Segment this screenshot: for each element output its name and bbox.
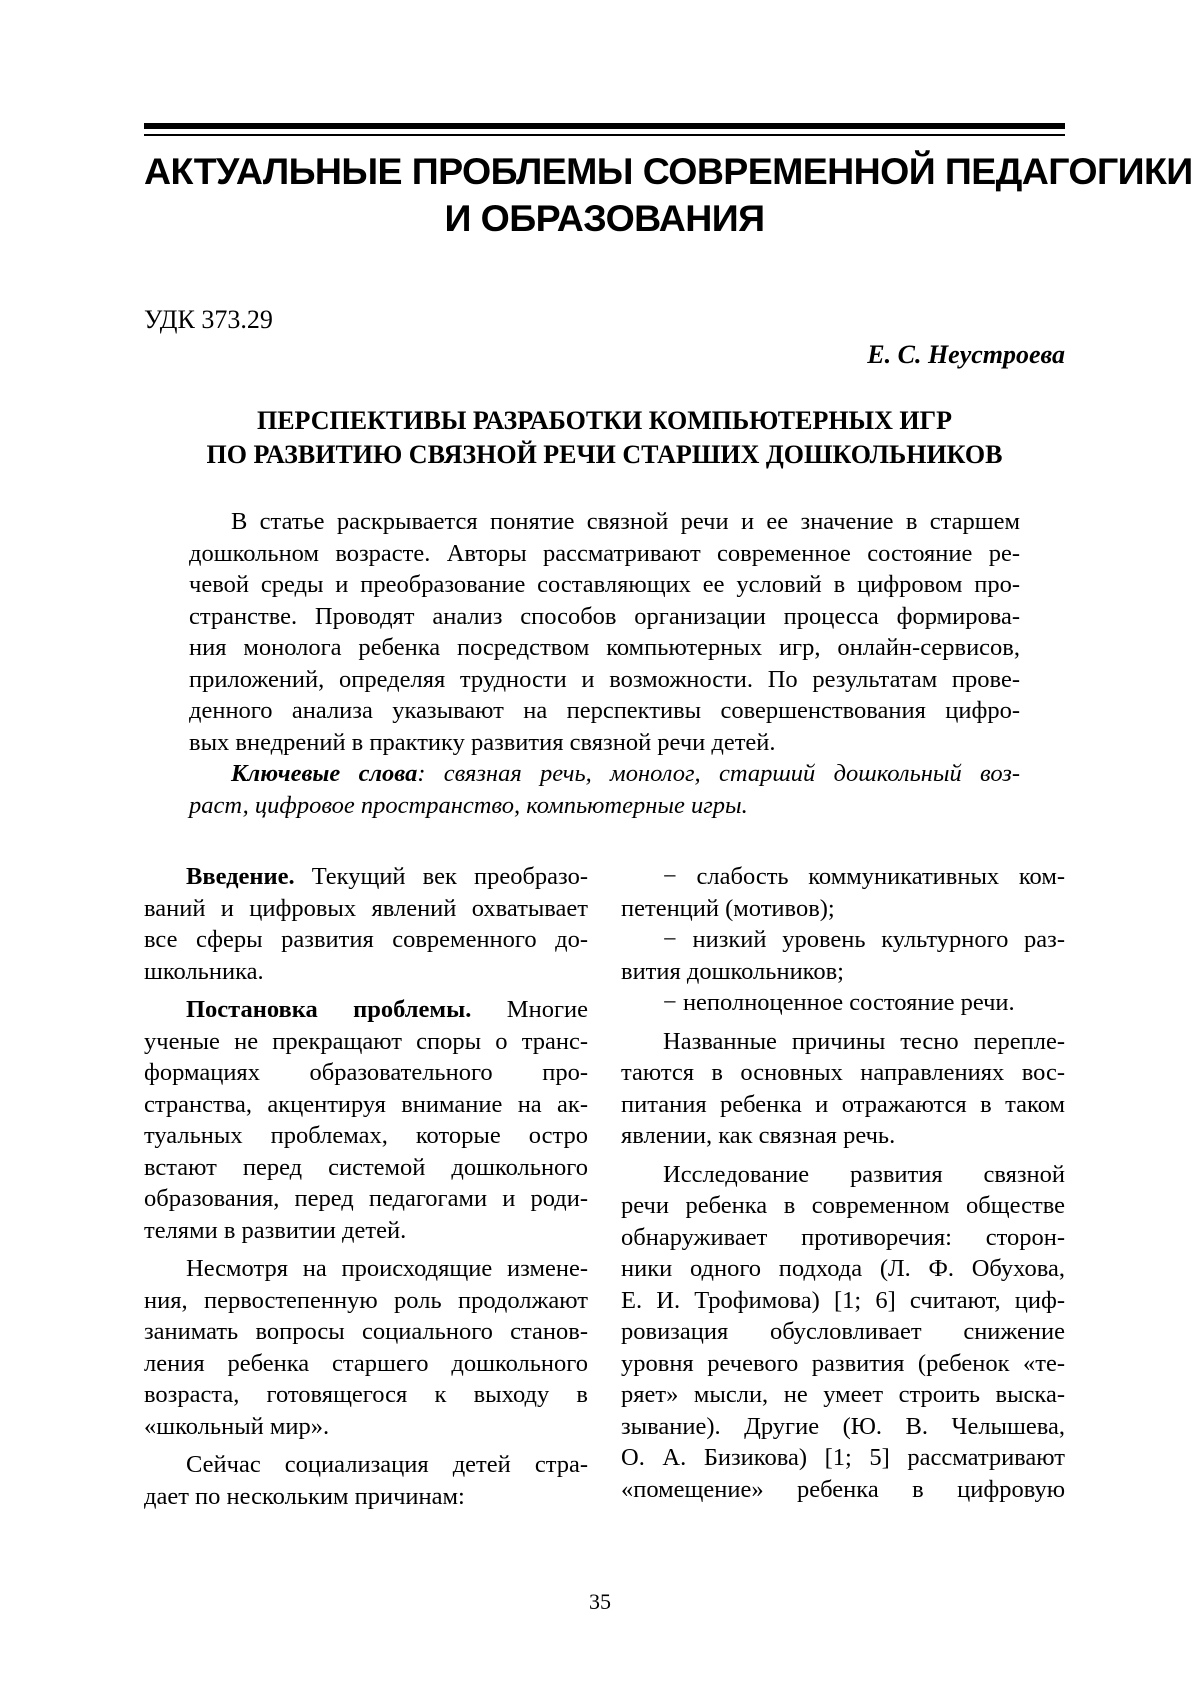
body-line: явлении, как связная речь. <box>621 1122 896 1149</box>
article-title-line: ПО РАЗВИТИЮ СВЯЗНОЙ РЕЧИ СТАРШИХ ДОШКОЛЬНИКОВ <box>206 440 1003 469</box>
problem-text: Многие <box>471 996 588 1023</box>
body-line: уровня речевого развития (ребенок «те- <box>621 1349 1065 1377</box>
body-line: туальных проблемах, которые остро <box>144 1122 588 1149</box>
abstract-line: приложений, определяя трудности и возможности. По результатам прове- <box>189 665 1020 693</box>
abstract-line: вых внедрений в практику развития связной речи детей. <box>189 728 776 756</box>
right-column <box>621 861 1065 1505</box>
list-item: − неполноценное состояние речи. <box>663 989 1015 1016</box>
body-line: ния, первостепенную роль продолжают <box>144 1286 588 1314</box>
body-line <box>144 861 588 893</box>
body-line: «школьный мир». <box>144 1412 330 1440</box>
list-item: − низкий уровень культурного раз- <box>663 926 1065 953</box>
body-line: дает по нескольким причинам: <box>144 1482 465 1510</box>
section-title-line: И ОБРАЗОВАНИЯ <box>444 197 765 239</box>
body-line: Исследование развития связной <box>663 1160 1065 1188</box>
udk-code: УДК 373.29 <box>144 305 273 334</box>
body-line: школьника. <box>144 957 264 985</box>
abstract-line: В статье раскрывается понятие связной речи и ее значение в старшем <box>231 508 1020 535</box>
body-line: ученые не прекращают споры о транс- <box>144 1027 588 1055</box>
body-line: питания ребенка и отражаются в таком <box>621 1090 1065 1118</box>
body-line: Сейчас социализация детей стра- <box>186 1451 588 1478</box>
body-line: странства, акцентируя внимание на ак- <box>144 1090 588 1118</box>
body-line: Названные причины тесно перепле- <box>663 1027 1065 1055</box>
abstract-line: странстве. Проводят анализ способов организации процесса формирова- <box>189 602 1020 630</box>
keywords-label: Ключевые слова <box>231 760 418 787</box>
body-line: ваний и цифровых явлений охватывает <box>144 894 588 922</box>
header-rule-thin <box>144 134 1065 136</box>
abstract <box>189 506 1020 821</box>
list-item-continuation: вития дошкольников; <box>621 957 844 985</box>
header-rule-thick <box>144 123 1065 129</box>
keywords-line <box>189 758 1020 790</box>
article-title <box>144 404 1065 472</box>
body-line: Несмотря на происходящие измене- <box>186 1255 588 1282</box>
body-line: таются в основных направлениях вос- <box>621 1059 1065 1086</box>
body-line: зывание). Другие (Ю. В. Челышева, <box>621 1412 1065 1440</box>
body-line: О. А. Бизикова) [1; 5] рассматривают <box>621 1444 1065 1471</box>
abstract-line: дошкольном возрасте. Авторы рассматривают современное состояние ре- <box>189 539 1020 567</box>
intro-heading: Введение. <box>186 863 295 890</box>
list-item-continuation: петенций (мотивов); <box>621 894 835 922</box>
problem-heading: Постановка проблемы. <box>186 996 472 1023</box>
body-line <box>144 994 588 1026</box>
body-line: Е. И. Трофимова) [1; 6] считают, циф- <box>621 1286 1065 1314</box>
abstract-line: чевой среды и преобразование составляющих ее условий в цифровом про- <box>189 571 1020 598</box>
body-line: ники одного подхода (Л. Ф. Обухова, <box>621 1255 1065 1282</box>
body-line: обнаруживает противоречия: сторон- <box>621 1223 1065 1251</box>
body-line: формациях образовательного про- <box>144 1059 588 1086</box>
body-line: «помещение» ребенка в цифровую <box>621 1475 1065 1503</box>
body-line: встают перед системой дошкольного <box>144 1153 588 1181</box>
section-title <box>144 148 1193 242</box>
author-name: Е. С. Неустроева <box>867 340 1065 369</box>
page-number: 35 <box>589 1589 611 1614</box>
intro-text: Текущий век преобразо- <box>294 863 588 890</box>
body-line: телями в развитии детей. <box>144 1216 407 1244</box>
article-title-line: ПЕРСПЕКТИВЫ РАЗРАБОТКИ КОМПЬЮТЕРНЫХ ИГР <box>256 406 953 435</box>
body-line: возраста, готовящегося к выходу в <box>144 1381 588 1408</box>
left-column <box>144 861 588 1512</box>
keywords-line: раст, цифровое пространство, компьютерные игры. <box>189 791 748 819</box>
abstract-line: денного анализа указывают на перспективы совершенствования цифро- <box>189 697 1020 724</box>
keywords-text: : связная речь, монолог, старший дошкольный воз- <box>417 760 1020 787</box>
section-title-line: АКТУАЛЬНЫЕ ПРОБЛЕМЫ СОВРЕМЕННОЙ ПЕДАГОГИКИ <box>144 150 1193 192</box>
list-item: − слабость коммуникативных ком- <box>663 863 1065 890</box>
abstract-line: ния монолога ребенка посредством компьютерных игр, онлайн-сервисов, <box>189 634 1020 661</box>
body-line: речи ребенка в современном обществе <box>621 1192 1065 1219</box>
body-line: все сферы развития современного до- <box>144 926 588 953</box>
body-line: ряет» мысли, не умеет строить выска- <box>621 1381 1065 1408</box>
body-line: ровизация обусловливает снижение <box>621 1318 1065 1345</box>
body-line: ления ребенка старшего дошкольного <box>144 1349 588 1377</box>
body-line: занимать вопросы социального станов- <box>144 1318 588 1345</box>
body-line: образования, перед педагогами и роди- <box>144 1185 588 1212</box>
